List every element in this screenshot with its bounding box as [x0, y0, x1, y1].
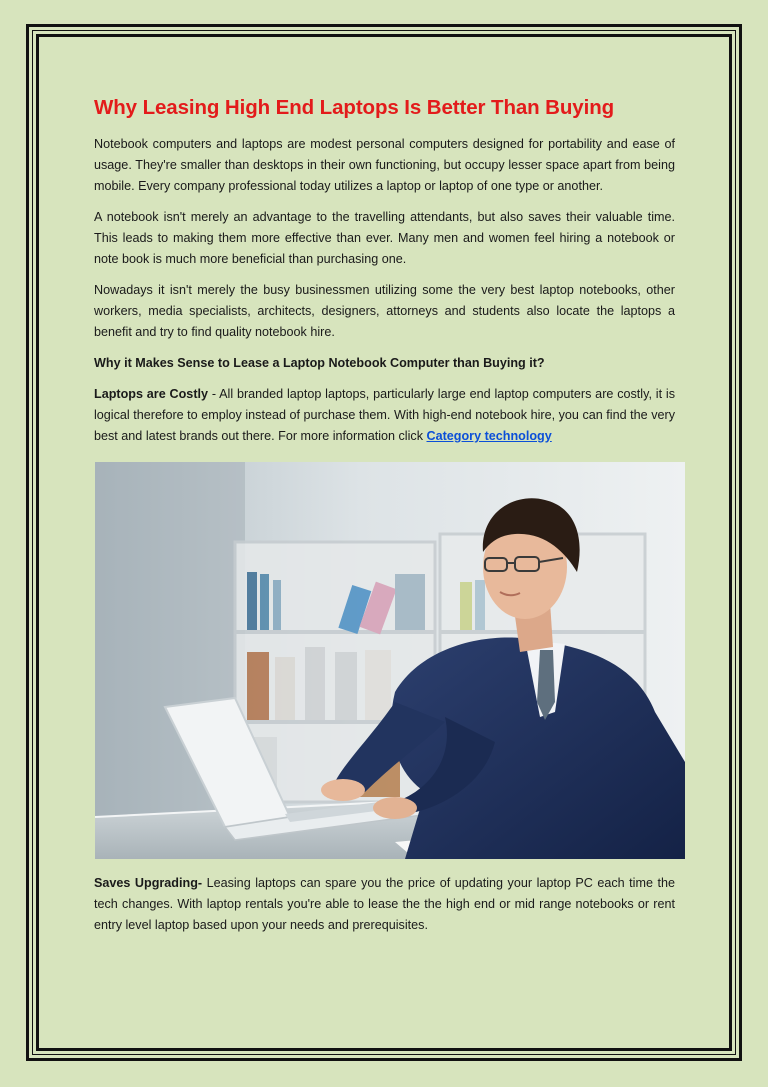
page-title: Why Leasing High End Laptops Is Better Than Buying — [94, 96, 615, 119]
paragraph-upgrading — [94, 873, 675, 936]
businessman-laptop-photo — [95, 462, 685, 859]
article-body — [94, 94, 675, 946]
costly-label: Laptops are Costly — [94, 387, 209, 401]
upgrading-text: Leasing laptops can spare you the price of updating your laptop PC each time the tech changes. With laptop rentals you're able to lease the the high end or mid range notebooks or rent entry level laptop based upon your needs and prerequisites. — [94, 876, 675, 932]
paragraph-intro: Notebook computers and laptops are modest personal computers designed for portability and ease of usage. They're smaller than desktops in their own functioning, but occupy lesser space apart from being mobile. Every company professional today utilizes a laptop or laptop of one type or another. — [94, 137, 675, 193]
section-subheading: Why it Makes Sense to Lease a Laptop Notebook Computer than Buying it? — [94, 356, 545, 370]
costly-text: - All branded laptop laptops, particularly large end laptop computers are costly, it is logical therefore to employ instead of purchase them. With high-end notebook hire, you can find the very best and latest brands out there. For more information click — [94, 387, 675, 443]
category-technology-link[interactable]: Category technology — [426, 429, 552, 443]
upgrading-label: Saves Upgrading- — [94, 876, 203, 890]
paragraph-users: Nowadays it isn't merely the busy businessmen utilizing some the very best laptop notebooks, other workers, media specialists, architects, designers, attorneys and students also locate the laptops a benefit and try to find quality notebook hire. — [94, 283, 675, 339]
paragraph-advantage: A notebook isn't merely an advantage to the travelling attendants, but also saves their valuable time. This leads to making them more effective than ever. Many men and women feel hiring a notebook or note book is much more beneficial than purchasing one. — [94, 210, 675, 266]
paragraph-costly — [94, 384, 675, 447]
